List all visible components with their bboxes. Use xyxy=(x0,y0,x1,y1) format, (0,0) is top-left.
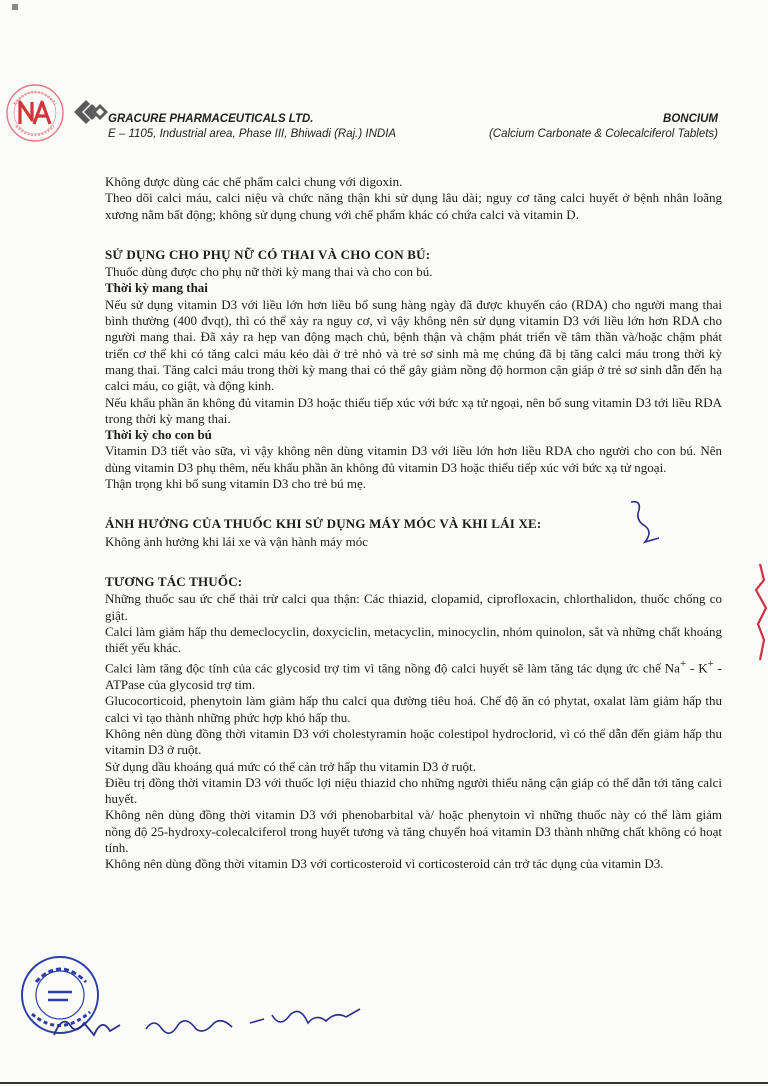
company-address: E – 1105, Industrial area, Phase III, Bhiwadi (Raj.) INDIA xyxy=(108,128,397,140)
interaction-text: Calci làm tăng độc tính của các glycosid trợ tim vì tăng nồng độ calci huyết sẽ làm tăng tác dụng ức chế Na xyxy=(105,660,680,676)
company-name: GRACURE PHARMACEUTICALS LTD. xyxy=(108,113,314,125)
interaction-paragraph: Calci làm giảm hấp thu demeclocyclin, doxyciclin, metacyclin, minocyclin, nhóm quinolon, sắt và những chất khoáng thiết yếu khác. xyxy=(105,623,722,656)
driving-section-title: ẢNH HƯỞNG CỦA THUỐC KHI SỬ DỤNG MÁY MÓC VÀ KHI LÁI XE: xyxy=(105,516,542,532)
product-name: BONCIUM xyxy=(663,113,718,125)
lactation-subtitle: Thời kỳ cho con bú xyxy=(105,427,212,443)
interaction-paragraph: Không nên dùng đồng thời vitamin D3 với cholestyramin hoặc colestipol hydroclorid, vì có thể dẫn đến giảm hấp thu vitamin D3 ở ruột. xyxy=(105,725,722,758)
director-signature xyxy=(50,995,370,1050)
interaction-paragraph: Không nên dùng đồng thời vitamin D3 với corticosteroid vì corticosteroid cản trở tác dụng của vitamin D3. xyxy=(105,856,664,872)
product-header xyxy=(489,112,718,142)
company-header xyxy=(108,112,396,142)
bottom-rule xyxy=(0,1082,768,1084)
interaction-paragraph: Điều trị đồng thời vitamin D3 với thuốc lợi niệu thiazid cho những người thiểu năng cận giáp có thể dẫn tới tăng calci huyết. xyxy=(105,774,722,807)
spacer xyxy=(105,550,722,562)
interaction-paragraph xyxy=(105,656,722,693)
interaction-paragraph: Glucocorticoid, phenytoin làm giảm hấp thu calci qua đường tiêu hoá. Chế độ ăn có phytat, oxalat làm giảm hấp thu calci vì tạo thành những phức hợp khó hấp thu. xyxy=(105,693,722,725)
lactation-paragraph: Thận trọng khi bổ sung vitamin D3 cho trẻ bú mẹ. xyxy=(105,476,367,492)
spacer xyxy=(105,223,722,235)
pregnancy-paragraph: Nếu sử dụng vitamin D3 với liều lớn hơn liều bổ sung hàng ngày đã được khuyến cáo (RDA) cho người mang thai bình thường (400 đvqt), thì có thể xảy ra nguy cơ, vì vậy không nên sử dụng vitamin D3 với liều lớn hơn RDA cho người mang thai. Đã xảy ra hẹp van động mạch chủ, bệnh thận và chậm phát triển về tâm thần và/hoặc chậm phát triển cơ thể khi có tăng calci máu kéo dài ở trẻ nhỏ và trẻ sơ sinh mà mẹ chúng đã bị tăng calci máu trong thời kỳ mang thai. Tăng calci máu trong thời kỳ mang thai có thể gây giảm nồng độ hormon cận giáp ở trẻ sơ sinh dẫn đến hạ calci máu, co giật, và động kinh. xyxy=(105,296,722,394)
interaction-paragraph: Sử dụng dầu khoáng quá mức có thể cản trở hấp thu vitamin D3 ở ruột. xyxy=(105,758,476,774)
pen-annotation-mark xyxy=(625,498,670,548)
interactions-section-title: TƯƠNG TÁC THUỐC: xyxy=(105,573,243,589)
pregnancy-paragraph: Nếu khẩu phần ăn không đủ vitamin D3 hoặc thiếu tiếp xúc với bức xạ tử ngoại, nên bổ sung vitamin D3 tới liều RDA trong thời kỳ mang thai. xyxy=(105,394,722,426)
driving-paragraph: Không ảnh hưởng khi lái xe và vận hành máy móc xyxy=(105,533,369,549)
pregnancy-subtitle: Thời kỳ mang thai xyxy=(105,280,208,296)
pregnancy-lead: Thuốc dùng được cho phụ nữ thời kỳ mang thai và cho con bú. xyxy=(105,264,433,280)
superscript: + xyxy=(707,658,714,671)
interaction-paragraph: Những thuốc sau ức chế thải trừ calci qua thận: Các thiazid, clopamid, ciprofloxacin, chlorthalidon, thuốc chống co giật. xyxy=(105,591,722,623)
interaction-paragraph: Không nên dùng đồng thời vitamin D3 với phenobarbital và/ hoặc phenytoin vì những thuốc này có thể làm giảm nồng độ 25-hydroxy-colecalciferol trong huyết tương và tăng chuyển hoá vitamin D3 thành những chất không có hoạt tính. xyxy=(105,807,722,856)
product-subtitle: (Calcium Carbonate & Colecalciferol Tablets) xyxy=(488,128,718,140)
superscript: + xyxy=(679,658,687,671)
pregnancy-section-title: SỬ DỤNG CHO PHỤ NỮ CÓ THAI VÀ CHO CON BÚ: xyxy=(105,246,431,262)
edge-scan-mark xyxy=(742,560,768,670)
pharmacy-seal-logo xyxy=(4,82,66,144)
gracure-logo xyxy=(70,92,110,132)
intro-paragraph: Theo dõi calci máu, calci niệu và chức năng thận khi sử dụng lâu dài; nguy cơ tăng calci huyết ở bệnh nhân loãng xương nằm bất động; không sử dụng chung với chế phẩm khác có chứa calci và vitamin D. xyxy=(105,190,722,222)
interaction-text: - ATPase của glycosid trợ tim. xyxy=(105,660,722,693)
interaction-text: - K xyxy=(686,660,708,676)
corner-mark xyxy=(12,4,18,10)
intro-paragraph: Không được dùng các chế phẩm calci chung với digoxin. xyxy=(105,174,403,189)
lactation-paragraph: Vitamin D3 tiết vào sữa, vì vậy không nên dùng vitamin D3 với liều lớn hơn liều RDA cho người cho con bú. Nên dùng vitamin D3 phụ thêm, nếu khẩu phần ăn không đủ vitamin D3 hoặc thiếu tiếp xúc với bức xạ tử ngoại. xyxy=(105,443,722,475)
